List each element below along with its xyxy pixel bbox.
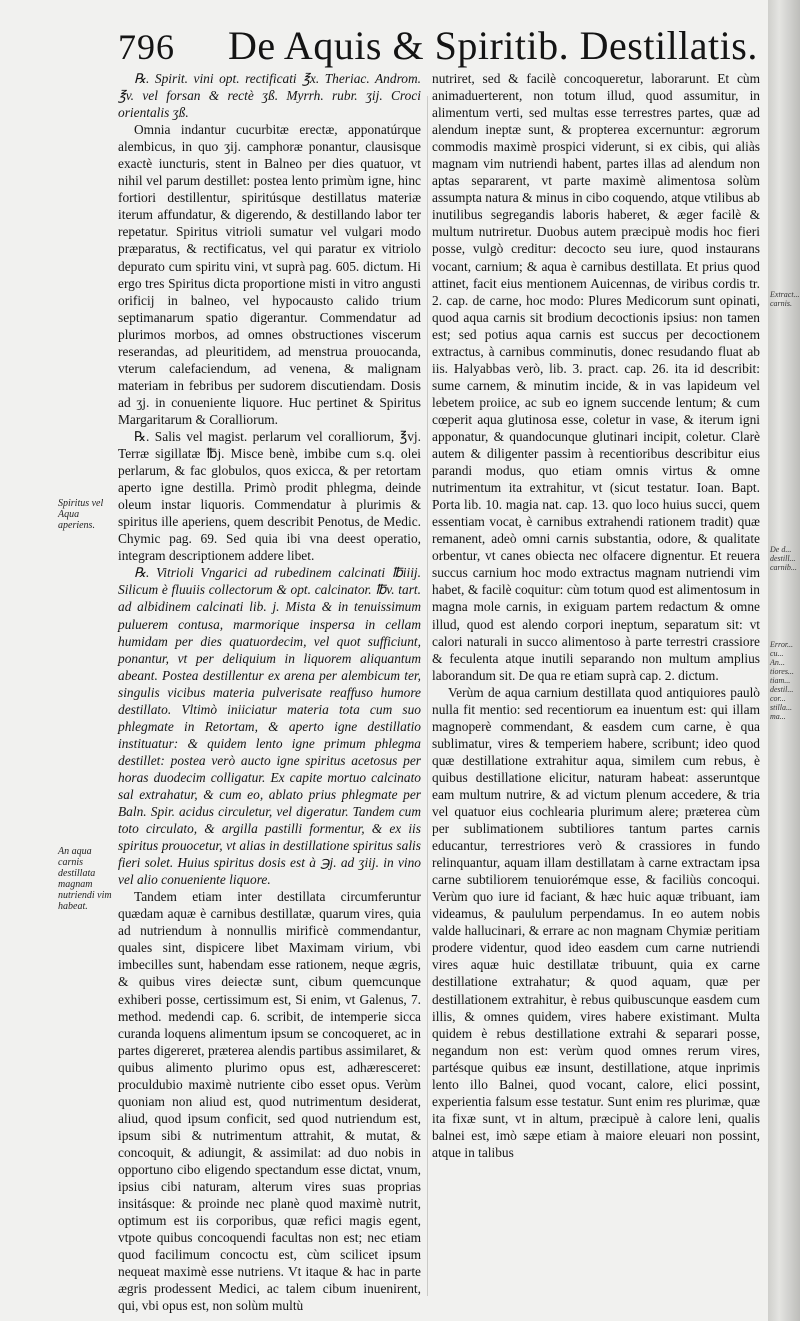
margin-note-spiritus: Spiritus vel Aqua aperiens. — [58, 498, 104, 531]
column-divider — [427, 96, 428, 1296]
recipe-paragraph: ℞. Spirit. vini opt. rectificati ℥x. Theriac. Androm. ℥v. vel forsan & rectè ʒß. Myrrh. rubr. ʒij. Croci orientalis ʒß. — [118, 71, 421, 121]
edge-note: Extract... carnis. — [770, 290, 800, 308]
margin-note-aqua-carnis: An aqua carnis destillata magnam nutriendi vim habeat. — [58, 846, 112, 912]
body-paragraph: nutriret, sed & facilè concoqueretur, laborarunt. Et cùm animaduerterent, non totum illud, quod assumitur, in alimentum verti, sed multas esse terrestres partes, quæ ad alendum ineptæ sunt, & propterea excernuntur: ægrorum commodis maximè prospici viderunt, si ex cibis, qui aliàs magnam vim nutriendi habent, partes illas ad alendum non aptas separarent, vt parte maximè alimentosa solùm assumpta natura & minus in cibo coquendo, atque vtilibus ab inutilibus segregandis laboris haberet, & æger facilè & multum nutriretur. Duobus autem præcipuè modis hoc fieri posse, vulgò creditur: decocto seu iure, quod instaurans vocant, carnium; & aqua è carnibus destillata. Et prius quod attinet, facit eius mentionem Auicennas, de viribus cordis tr. 2. cap. de carne, hoc modo: Plures Medicorum sunt opinati, quod aqua carnis sit brodium decoctionis ipsius: non tamen est; sed potius aqua carnis est succus per decoctionem extractus, à carnibus comminutis, donec resudando fluat ab iis. Halyabbas verò, lib. 3. pract. cap. 26. ita id describit: sume carnem, & minutim incide, & in vas lapideum vel lebetem proiice, ac sub eo ignem succende lentum; & cum cœperit aqua glutinosa esse, coletur in vase, & iterum igni apponatur, & quandocunque glutinari incipit, coletur. Clarè autem & diligenter passim à recentioribus describitur eius parandi modus, quo etiam omnis virtus & omne nutrimentum ita extrahitur, vt (sicut testatur. Ioan. Bapt. Porta lib. 10. magia nat. cap. 13. quo loco huius succi, quem essentiam vocat, è carnibus extrahendi rationem tradit) quæ remanent, adeò omni carnis substantia, odore, & qualitate orbentur, vt canes obiecta nec olfacere dignentur. Et reuera succus carnium hoc modo extractus magnam nutriendi vim habet, & facilè coquitur: cùm totum quod est alimentosum in magna mole carnis, in exiguam partem redactum & omne illud, quod est alendo corpori ineptum, separatum sit: vt calori naturali in succo alimentoso à parte terrestri crassiore & feculenta atque inutili separando non multum amplius laborandum sit. De qua re etiam suprà cap. 2. dictum. — [432, 71, 760, 683]
page-header — [118, 22, 758, 68]
body-paragraph: Omnia indantur cucurbitæ erectæ, apponatúrque alembicus, in quo ʒij. camphoræ ponantur, clausisque exactè iuncturis, stent in Balneo per dies quatuor, vt nihil vel parum destillet: postea lento primùm igne, hinc fortiori destillentur, spiritúsque destillatus materiæ iterum affundatur, & digerendo, & destillando labor ter repetatur. Spiritus vitrioli sumatur vel vulgari modo præparatus, & rectificatus, vel qui paratur ex vitriolo depurato cum spiritu vini, vt suprà pag. 605. dictum. Hi ergo tres Spiritus dicta proportione misti in vitro angusti orificij in balneo, vel hypocausto calido trium septimanarum spatio digerantur. Commendatur ad plurimos morbos, ad omnes obstructiones viscerum reserandas, ad pleuritidem, ad menstrua prouocanda, vterum calefaciendum, ad venena, & malignam materiam in febribus per sudorem discutiendam. Dosis ad ʒj. in conueniente liquore. Huc pertinet & Spiritus Margaritarum & Coralliorum. — [118, 122, 421, 427]
running-title: De Aquis & Spiritib. Destillatis. — [228, 23, 758, 68]
facing-page-edge — [768, 0, 800, 1321]
recipe-paragraph: ℞. Vitrioli Vngarici ad rubedinem calcinati ℔iiij. Silicum è fluuiis collectorum & opt. calcinator. ℔v. tart. ad albidinem calcinati lib. j. Mista & in tenuissimum puluerem contusa, marmorique inspersa in cellam humidam per dies quatuordecim, vel quot sufficiunt, ponantur, vt per deliquium in liquorem aliquantum abeant. Postea destillentur ex arena per alembicum ter, singulis vicibus materia pulverisate reaffuso humore destillato. Vltimò iniiciatur materia tota cum suo phlegmate in Retortam, & aperto igne destillatio instituatur: & quidem lento igne primum phlegma destillet: postea verò aucto igne spiritus acetosus per horas duodecim colligatur. Ex capite mortuo calcinato sal extrahatur, & cum eo, ablato prius phlegmate per Baln. Spir. acidus circuletur, vel digeratur. Tandem cum toto circulato, & argilla pastilli formentur, & ex iis spiritus prouocetur, vt alias in destillatione spiritus salis fieri solet. Huius spiritus dosis est à ℈j. ad ʒiij. in vino vel alio conueniente liquore. — [118, 565, 421, 888]
edge-note: De d... destill... carnib... — [770, 545, 797, 572]
edge-note: Error... cu... An... tiores... tiam... destil... cor... stilla... ma... — [770, 640, 794, 721]
body-paragraph: Verùm de aqua carnium destillata quod antiquiores paulò nulla fit mentio: sed recentiorum ea inuentum est: qui illam magnoperè commendant, & easdem cum carne, è qua sublimatur, vires & temperiem habere, scribunt; ideo quod quæ destillatione extrahitur aqua, similem cum rebus, è quibus destillatione elicitur, naturam habeat: asseruntque eam multum nutrire, & ad victum plenum accedere, & tria vel quatuor eius cochlearia plurimum alere; præterea cùm per sublimationem subtiliores tantum partes carnis educantur, terrestriores verò & crassiores in fundo relinquantur, aquam illam destillatam à carne extractam ipsa carne subtiliorem tenuiorémque esse, & faciliùs concoqui. Verùm quo iure id faciant, & hæc huic aquæ tribuant, iam videamus, & paululum perpendamus. In eo autem nobis valde hallucinari, & errare ac non magnam Chymiæ peritiam prodere videntur, quod ideo easdem cum carne nutriendi vires aquæ huic destillatæ tribuunt, quia ex carne destillatione extrahatur; & quod aquam, quæ per destillationem extrahitur, è rebus quibuscunque easdem cum illis, & omnes quidem, vires habere existimant. Multa quidem è rebus destillatione extrahi & separari posse, negandum non est: verùm quod omnes rerum vires, partésque quibus eæ insunt, destillatione, atque inprimis lento illo Balnei, quod vocant, calore, elici possint, experientia falsum esse testatur. Sunt enim res plurimæ, quæ ita fixæ sunt, vt in altum, præcipuè à calore leni, qualis balnei est, imò sæpe etiam à maiore eleuari non possint, atque in talibus — [432, 684, 760, 1160]
left-column — [118, 70, 421, 1314]
body-paragraph: Tandem etiam inter destillata circumferuntur quædam aquæ è carnibus destillatæ, quarum vires, quia ad nutriendum à nonnullis mirificè commendantur, quales sint, dispicere libet Maximam virium, vbi imbecilles sunt, habendam esse rationem, neque ægris, & quibus vires deiectæ sunt, cibum quemcunque exhiberi posse, certissimum est, Si enim, vt Galenus, 7. method. medendi cap. 6. scribit, de intemperie sicca curanda loquens alimentum ipsum se concoqueret, ac in partes digereret, præterea alendis partibus assimilaret, & quibus alimento plurimo opus est, adhæresceret: proculdubio maximè nutriente cibo esset opus. Verùm quoniam non aliud est, quod nutrimentum desiderat, aliud, quod ipsum conficit, sed quod nutriendum est, ipsum sibi & nutrimentum attrahit, & mutat, & concoquit, & adiungit, & assimilat: ad duo nobis in opportuno cibo eligendo spectandum esse dictat, vnum, ipsius cibi naturam, alterum vires suas proprias insitásque: & proinde nec planè quod maximè nutrit, optimum est iis corporibus, quæ refici magis egent, vtpote quibus concoquendi facultas non est; nec etiam quod facilimum concoctu est, cùm scilicet ipsum nequeat maximè esse nutriens. Vt itaque & hac in parte ægris prodessent Medici, ac talem cibum inuenirent, qui, vbi opus est, non solùm multù — [118, 889, 421, 1314]
recipe-paragraph: ℞. Salis vel magist. perlarum vel coralliorum, ℥vj. Terræ sigillatæ ℔j. Misce benè, imbibe cum s.q. olei perlarum, & fac globulos, quos exicca, & per retortam aperto igne destilla. Primò prodit phlegma, deinde oleum instar liquoris. Commendatur à plurimis & spiritus ille aperiens, quem describit Penotus, de Medic. Chymic pag. 69. Sed quia ibi vna deest operatio, integram descriptionem addere libet. — [118, 428, 421, 564]
page-number: 796 — [118, 27, 175, 67]
right-column — [432, 70, 760, 1161]
